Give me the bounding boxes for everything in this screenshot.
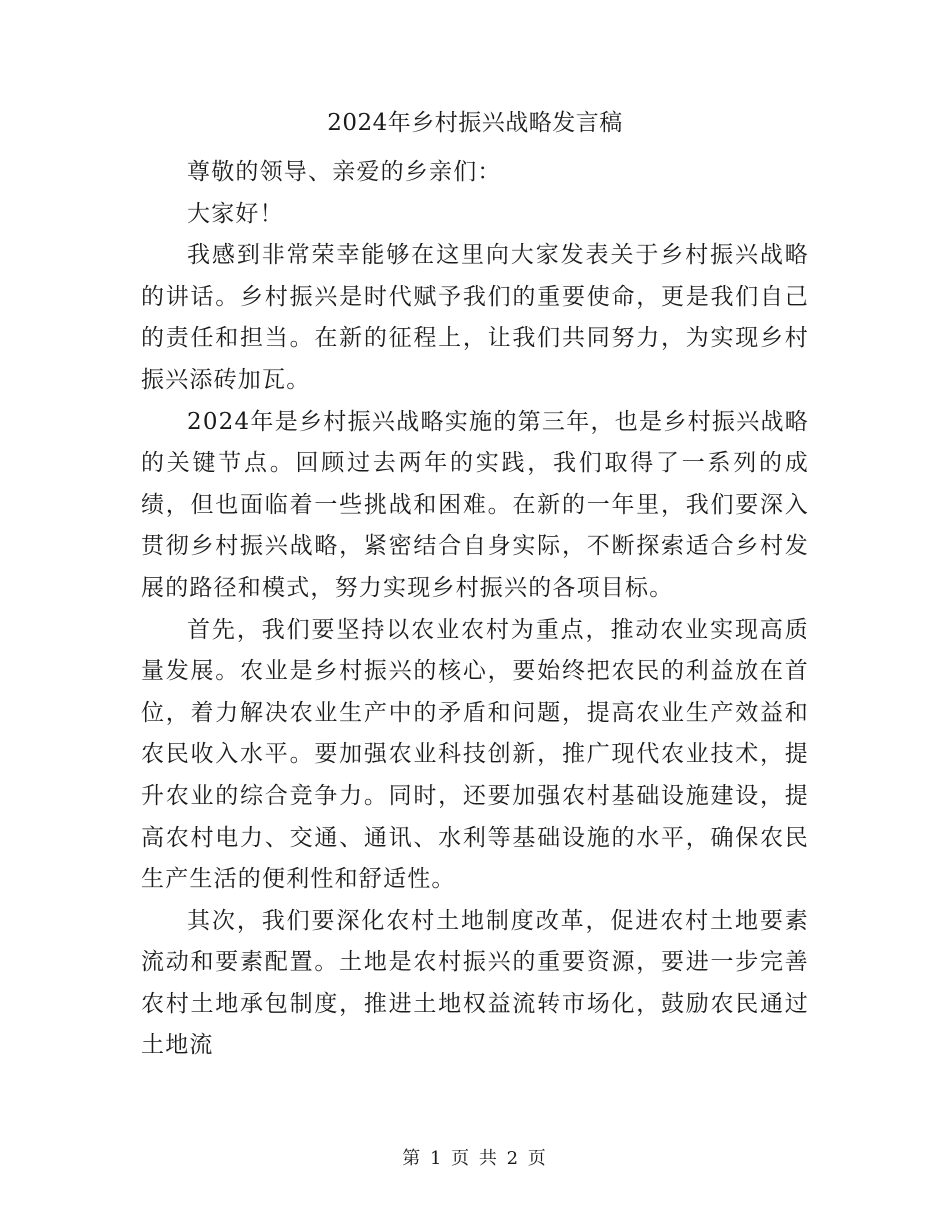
- document-title: 2024年乡村振兴战略发言稿: [327, 110, 623, 136]
- greeting: 大家好！: [187, 200, 284, 227]
- body-paragraph: 其次，我们要深化农村土地制度改革，促进农村土地要素流动和要素配置。土地是农村振兴的重要资源，要进一步完善农村土地承包制度，推进土地权益流转市场化，鼓励农民通过土地流: [141, 907, 809, 1059]
- body-paragraph: 首先，我们要坚持以农业农村为重点，推动农业实现高质量发展。农业是乡村振兴的核心，要始终把农民的利益放在首位，着力解决农业生产中的矛盾和问题，提高农业生产效益和农民收入水平。要加强农业科技创新，推广现代农业技术，提升农业的综合竞争力。同时，还要加强农村基础设施建设，提高农村电力、交通、通讯、水利等基础设施的水平，确保农民生产生活的便利性和舒适性。: [141, 616, 809, 893]
- salutation: 尊敬的领导、亲爱的乡亲们：: [187, 159, 502, 185]
- body-paragraph: 我感到非常荣幸能够在这里向大家发表关于乡村振兴战略的讲话。乡村振兴是时代赋予我们的重要使命，更是我们自己的责任和担当。在新的征程上，让我们共同努力，为实现乡村振兴添砖加瓦。: [141, 242, 809, 393]
- body-paragraph: 2024年是乡村振兴战略实施的第三年，也是乡村振兴战略的关键节点。回顾过去两年的实践，我们取得了一系列的成绩，但也面临着一些挑战和困难。在新的一年里，我们要深入贯彻乡村振兴战略，紧密结合自身实际，不断探索适合乡村发展的路径和模式，努力实现乡村振兴的各项目标。: [141, 408, 809, 601]
- document-body: [141, 152, 809, 1067]
- page-number-footer: 第 1 页 共 2 页: [402, 1148, 548, 1169]
